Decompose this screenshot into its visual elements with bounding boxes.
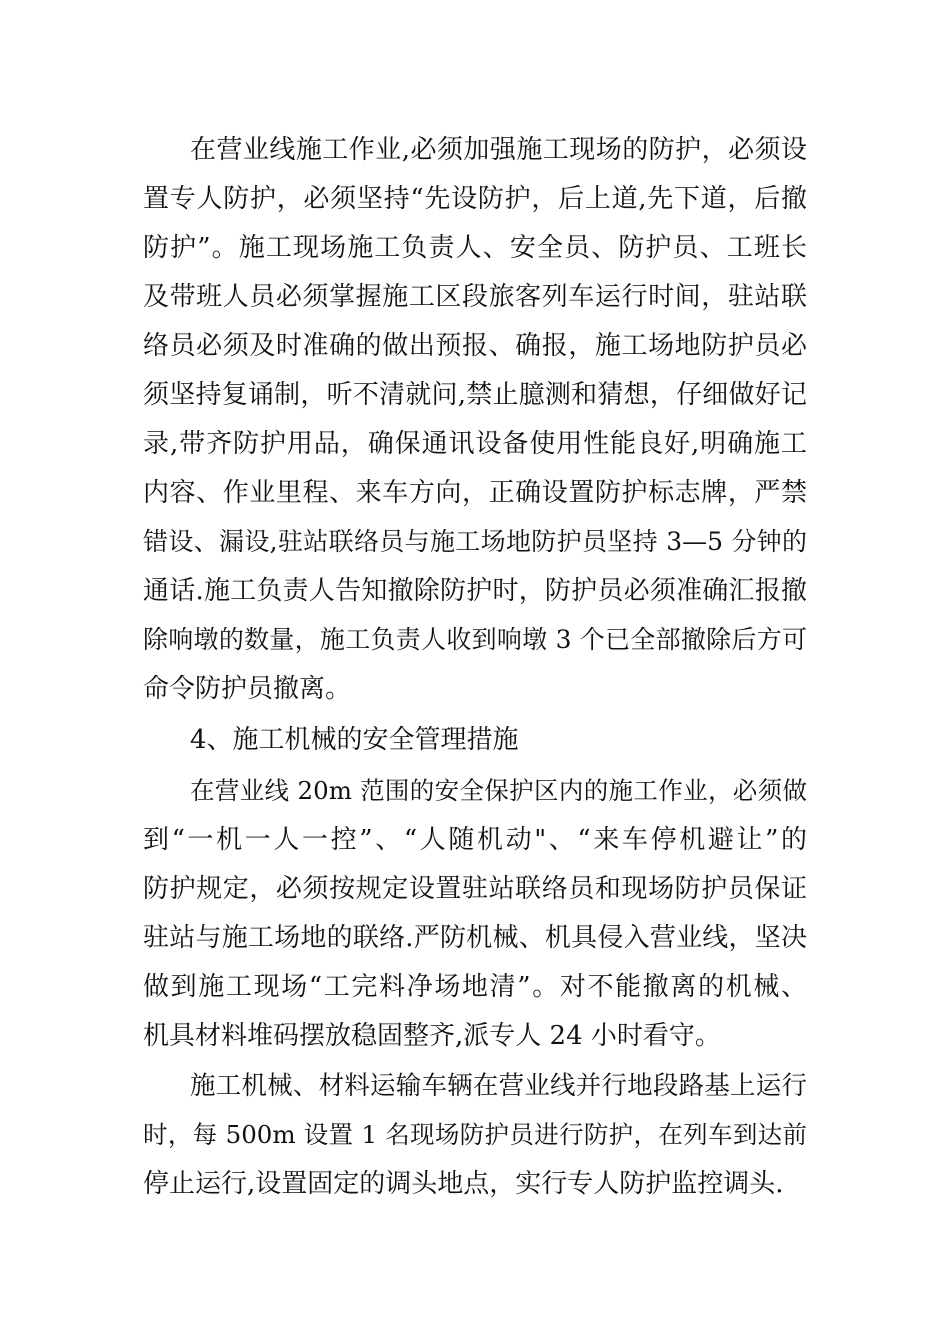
paragraph-line: 防护”。施工现场施工负责人、安全员、防护员、工班长 (143, 233, 807, 263)
paragraph-line: 置专人防护，必须坚持“先设防护，后上道,先下道，后撤 (143, 184, 807, 214)
paragraph-line: 防护规定，必须按规定设置驻站联络员和现场防护员保证 (143, 874, 807, 904)
paragraph-line: 做到施工现场“工完料净场地清”。对不能撤离的机械、 (143, 972, 807, 1002)
paragraph-line: 到“一机一人一控”、“人随机动"、“来车停机避让”的 (143, 825, 807, 855)
paragraph-line: 及带班人员必须掌握施工区段旅客列车运行时间，驻站联 (143, 282, 807, 312)
paragraph-line: 在营业线 20m 范围的安全保护区内的施工作业，必须做 (190, 776, 807, 805)
paragraph-line: 停止运行,设置固定的调头地点，实行专人防护监控调头. (143, 1169, 784, 1199)
paragraph-line: 内容、作业里程、来车方向，正确设置防护标志牌，严禁 (143, 478, 807, 508)
section-heading: 4、施工机械的安全管理措施 (190, 725, 519, 755)
paragraph-line: 施工机械、材料运输车辆在营业线并行地段路基上运行 (190, 1071, 807, 1101)
paragraph-line: 须坚持复诵制，听不清就问,禁止臆测和猜想，仔细做好记 (143, 380, 807, 410)
paragraph-line: 在营业线施工作业,必须加强施工现场的防护，必须设 (190, 135, 807, 165)
paragraph-line: 时，每 500m 设置 1 名现场防护员进行防护，在列车到达前 (143, 1120, 807, 1149)
paragraph-line: 机具材料堆码摆放稳固整齐,派专人 24 小时看守。 (143, 1021, 721, 1051)
paragraph-line: 命令防护员撤离。 (143, 674, 352, 704)
paragraph-line: 录,带齐防护用品，确保通讯设备使用性能良好,明确施工 (143, 429, 807, 459)
paragraph-line: 通话.施工负责人告知撤除防护时，防护员必须准确汇报撤 (143, 576, 807, 606)
paragraph-line: 错设、漏设,驻站联络员与施工场地防护员坚持 3—5 分钟的 (143, 527, 807, 556)
paragraph-line: 驻站与施工场地的联络.严防机械、机具侵入营业线，坚决 (143, 923, 807, 953)
paragraph-line: 除响墩的数量，施工负责人收到响墩 3 个已全部撤除后方可 (143, 625, 807, 654)
paragraph-line: 络员必须及时准确的做出预报、确报，施工场地防护员必 (143, 331, 807, 361)
